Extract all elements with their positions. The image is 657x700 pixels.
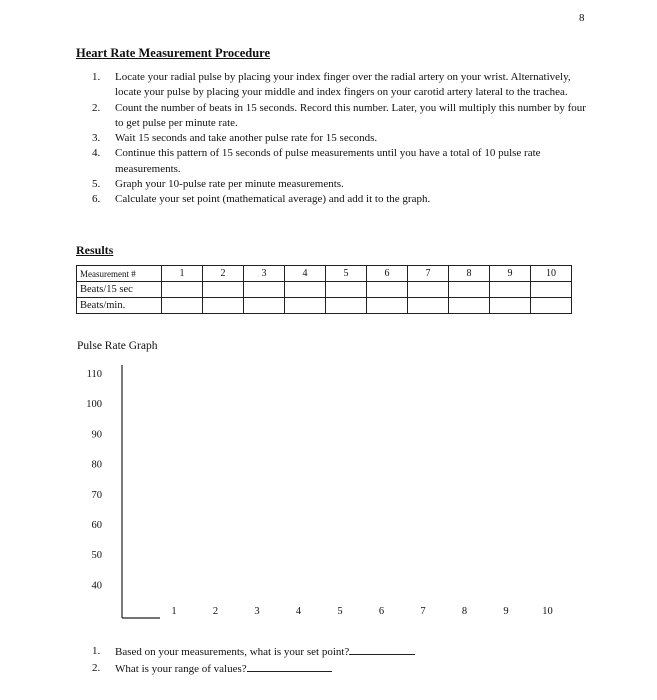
question-text: What is your range of values? xyxy=(115,663,247,675)
measurement-header: Measurement # xyxy=(77,266,162,282)
question-item xyxy=(92,643,415,660)
x-tick-label: 2 xyxy=(212,606,219,617)
measurement-column-3: 3 xyxy=(244,266,285,282)
step-number: 3. xyxy=(92,132,101,145)
y-tick-label: 110 xyxy=(86,369,102,380)
measurement-column-9: 9 xyxy=(490,266,531,282)
question-number: 2. xyxy=(92,662,101,674)
step-text: Graph your 10-pulse rate per minute measurements. xyxy=(115,178,344,191)
question-text: Based on your measurements, what is your set point? xyxy=(115,646,350,658)
page-number: 8 xyxy=(579,12,585,24)
x-tick-label: 5 xyxy=(337,606,343,617)
step-number: 5. xyxy=(92,178,101,191)
step-number: 1. xyxy=(92,71,101,83)
y-tick-label: 50 xyxy=(91,550,102,562)
graph-title: Pulse Rate Graph xyxy=(77,340,158,352)
measurement-column-7: 7 xyxy=(408,266,449,282)
measurement-column-5: 5 xyxy=(326,266,367,282)
answer-blank[interactable] xyxy=(349,643,415,655)
step-text: Calculate your set point (mathematical average) and add it to the graph. xyxy=(115,193,431,206)
step-number: 6. xyxy=(92,193,101,206)
x-tick-label: 3 xyxy=(254,606,260,617)
question-list xyxy=(92,643,415,677)
y-tick-label: 60 xyxy=(91,520,102,531)
step-number: 2. xyxy=(92,101,101,114)
question-number: 1. xyxy=(92,645,101,657)
y-tick-label: 40 xyxy=(91,580,102,592)
x-tick-label: 4 xyxy=(295,606,302,617)
x-tick-label: 6 xyxy=(378,606,385,617)
measurement-column-8: 8 xyxy=(449,266,490,282)
step-text: Wait 15 seconds and take another pulse rate for 15 seconds. xyxy=(115,132,378,145)
y-tick-label: 100 xyxy=(86,399,102,411)
answer-blank[interactable] xyxy=(247,660,332,672)
question-item xyxy=(92,660,415,677)
x-tick-label: 10 xyxy=(542,606,553,617)
x-tick-label: 8 xyxy=(461,606,468,617)
step-text: Continue this pattern of 15 seconds of pulse measurements until you have a total of 10 pulse rate measurements. xyxy=(115,147,541,175)
measurement-column-4: 4 xyxy=(285,266,326,282)
measurement-column-2: 2 xyxy=(203,266,244,282)
x-tick-label: 7 xyxy=(420,606,426,617)
measurement-column-6: 6 xyxy=(367,266,408,282)
procedure-title: Heart Rate Measurement Procedure xyxy=(76,46,271,60)
row-label: Beats/15 sec xyxy=(77,282,162,298)
measurement-column-1: 1 xyxy=(162,266,203,282)
step-text: Locate your radial pulse by placing your index finger over the radial artery on your wrist. Alternatively, locate your pulse by placing your middle and index fingers on your carotid artery lateral to the trachea. xyxy=(115,71,571,99)
y-tick-label: 80 xyxy=(91,459,102,471)
step-text: Count the number of beats in 15 seconds. Record this number. Later, you will multiply this number by four to get pulse per minute rate. xyxy=(115,101,586,129)
x-tick-label: 9 xyxy=(503,606,509,617)
measurement-column-10: 10 xyxy=(531,266,572,282)
y-tick-label: 70 xyxy=(91,489,102,501)
row-label: Beats/min. xyxy=(77,298,162,314)
results-heading: Results xyxy=(76,243,114,257)
y-tick-label: 90 xyxy=(91,429,102,441)
x-tick-label: 1 xyxy=(171,606,177,617)
step-number: 4. xyxy=(92,147,101,160)
